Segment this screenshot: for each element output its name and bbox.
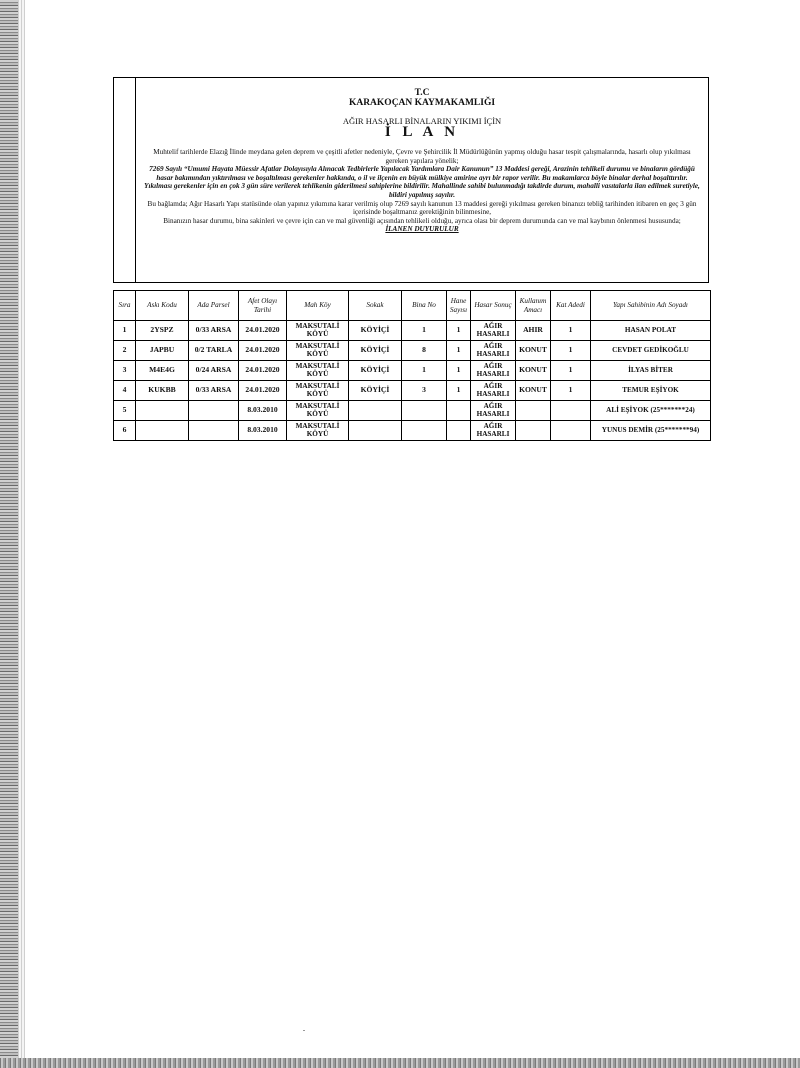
cell-ada-parsel	[189, 421, 239, 441]
cell-mah-koy: MAKSUTALİ KÖYÜ	[287, 401, 349, 421]
cell-kat-adedi: 1	[551, 321, 591, 341]
header-ada-parsel: Ada Parsel	[189, 291, 239, 321]
notice-body	[144, 148, 700, 234]
cell-yapi-sahibi: YUNUS DEMİR (25*******94)	[591, 421, 711, 441]
cell-kat-adedi: 1	[551, 381, 591, 401]
closing-line: İLANEN DUYURULUR	[385, 225, 459, 234]
cell-ada-parsel: 0/33 ARSA	[189, 321, 239, 341]
header-aski-kodu: Askı Kodu	[136, 291, 189, 321]
header-kat-adedi: Kat Adedi	[551, 291, 591, 321]
cell-hasar-sonuc: AĞIR HASARLI	[471, 361, 516, 381]
table-row	[114, 361, 711, 381]
cell-aski-kodu: M4E4G	[136, 361, 189, 381]
cell-bina-no	[402, 401, 447, 421]
cell-kullanim-amaci: KONUT	[516, 341, 551, 361]
cell-kullanim-amaci: KONUT	[516, 361, 551, 381]
cell-hasar-sonuc: AĞIR HASARLI	[471, 421, 516, 441]
cell-yapi-sahibi: HASAN POLAT	[591, 321, 711, 341]
cell-afet-tarihi: 8.03.2010	[239, 401, 287, 421]
table-row	[114, 381, 711, 401]
table-row	[114, 341, 711, 361]
cell-ada-parsel	[189, 401, 239, 421]
cell-aski-kodu	[136, 421, 189, 441]
notice-title: İ L A N	[384, 124, 460, 140]
cell-aski-kodu: 2YSPZ	[136, 321, 189, 341]
cell-yapi-sahibi: İLYAS BİTER	[591, 361, 711, 381]
paragraph-3: Bu bağlamda; Ağır Hasarlı Yapı statüsünde olan yapınız yıkımına karar verilmiş olup 7269 sayılı kanunun 13 maddesi gereği yıkılması gereken binanızı tebliğ tarihinden itibaren en geç 3 gün içerisinde boşaltmanız gerektiğinin bilinmesine,	[147, 199, 697, 217]
cell-hane-sayisi: 1	[447, 341, 471, 361]
cell-afet-tarihi: 24.01.2020	[239, 341, 287, 361]
scan-edge-bottom	[0, 1058, 800, 1068]
notice-inner	[135, 78, 708, 282]
cell-hasar-sonuc: AĞIR HASARLI	[471, 321, 516, 341]
cell-yapi-sahibi: CEVDET GEDİKOĞLU	[591, 341, 711, 361]
cell-sira: 5	[114, 401, 136, 421]
cell-ada-parsel: 0/2 TARLA	[189, 341, 239, 361]
cell-aski-kodu: KUKBB	[136, 381, 189, 401]
cell-afet-tarihi: 8.03.2010	[239, 421, 287, 441]
cell-hane-sayisi: 1	[447, 321, 471, 341]
cell-hasar-sonuc: AĞIR HASARLI	[471, 401, 516, 421]
header-kullanim-amaci: Kullanım Amacı	[516, 291, 551, 321]
cell-mah-koy: MAKSUTALİ KÖYÜ	[287, 341, 349, 361]
header-bina-no: Bina No	[402, 291, 447, 321]
cell-hasar-sonuc: AĞIR HASARLI	[471, 381, 516, 401]
paragraph-2: 7269 Sayılı “Umumi Hayata Müessir Afatlar Dolayısıyla Alınacak Tedbirlerle Yapılacak Yardımlara Dair Kanunun” 13 Maddesi gereği, Arazinin tehlikeli durumu ve binaların gördüğü hasar bakımından yıktırılması ve boşaltılması gerekenler hakkında, o il ve ilçenin en büyük mülkiye amirine ayrı bir rapor verilir. Bu makamlarca böyle binalar derhal boşalttırılır. Yıkılması gerekenler için en çok 3 gün süre verilerek tehlikenin giderilmesi sahiplerine bildirilir. Mahallinde sahibi bulunmadığı takdirde durum, mahalli vasıtalarla ilan edilmek suretiyle, bildiri yapılmış sayılır.	[144, 165, 700, 199]
cell-sira: 4	[114, 381, 136, 401]
cell-kat-adedi	[551, 401, 591, 421]
cell-mah-koy: MAKSUTALİ KÖYÜ	[287, 421, 349, 441]
cell-sira: 1	[114, 321, 136, 341]
cell-mah-koy: MAKSUTALİ KÖYÜ	[287, 361, 349, 381]
notice-box	[113, 77, 709, 283]
header-hane-sayisi: Hane Sayısı	[447, 291, 471, 321]
cell-bina-no: 1	[402, 321, 447, 341]
cell-yapi-sahibi: TEMUR EŞİYOK	[591, 381, 711, 401]
cell-hane-sayisi	[447, 421, 471, 441]
records-table	[113, 290, 711, 441]
table-row	[114, 421, 711, 441]
scan-edge-left-inner	[18, 0, 25, 1068]
cell-sokak: KÖYİÇİ	[349, 341, 402, 361]
cell-sokak: KÖYİÇİ	[349, 381, 402, 401]
cell-afet-tarihi: 24.01.2020	[239, 381, 287, 401]
cell-mah-koy: MAKSUTALİ KÖYÜ	[287, 381, 349, 401]
cell-kullanim-amaci	[516, 401, 551, 421]
cell-aski-kodu	[136, 401, 189, 421]
cell-kullanim-amaci: AHIR	[516, 321, 551, 341]
cell-hane-sayisi	[447, 401, 471, 421]
cell-mah-koy: MAKSUTALİ KÖYÜ	[287, 321, 349, 341]
cell-kullanim-amaci: KONUT	[516, 381, 551, 401]
header-afet-tarihi: Afet Olayı Tarihi	[239, 291, 287, 321]
header-yapi-sahibi: Yapı Sahibinin Adı Soyadı	[591, 291, 711, 321]
cell-sokak: KÖYİÇİ	[349, 321, 402, 341]
cell-hasar-sonuc: AĞIR HASARLI	[471, 341, 516, 361]
header-subtitle: AĞIR HASARLI BİNALARIN YIKIMI İÇİN	[342, 116, 502, 126]
cell-kat-adedi	[551, 421, 591, 441]
table-row	[114, 321, 711, 341]
paragraph-1: Muhtelif tarihlerde Elazığ İlinde meydana gelen deprem ve çeşitli afetler nedeniyle, Çevre ve Şehircilik İl Müdürlüğünün yapmış olduğu hasar tespit çalışmalarında, hasarlı olup yıkılması gereken yapılara yönelik;	[153, 148, 691, 165]
cell-yapi-sahibi: ALİ EŞİYOK (25*******24)	[591, 401, 711, 421]
cell-kullanim-amaci	[516, 421, 551, 441]
cell-kat-adedi: 1	[551, 341, 591, 361]
cell-afet-tarihi: 24.01.2020	[239, 361, 287, 381]
header-mah-koy: Mah Köy	[287, 291, 349, 321]
header-hasar-sonuc: Hasar Sonuç	[471, 291, 516, 321]
cell-sira: 2	[114, 341, 136, 361]
cell-sira: 3	[114, 361, 136, 381]
paragraph-4: Binanızın hasar durumu, bina sakinleri ve çevre için can ve mal güvenliği açısından tehlikeli olduğu, ayrıca olası bir deprem durumunda can ve mal kaybının önlenmesi hususunda;	[163, 216, 681, 225]
cell-bina-no: 8	[402, 341, 447, 361]
cell-hane-sayisi: 1	[447, 381, 471, 401]
table-row	[114, 401, 711, 421]
cell-ada-parsel: 0/33 ARSA	[189, 381, 239, 401]
scan-speck	[303, 1030, 305, 1031]
header-tc: T.C	[414, 88, 430, 98]
cell-sira: 6	[114, 421, 136, 441]
header-office: KARAKOÇAN KAYMAKAMLIĞI	[348, 98, 496, 108]
header-sokak: Sokak	[349, 291, 402, 321]
cell-bina-no: 1	[402, 361, 447, 381]
table-header-row	[114, 291, 711, 321]
cell-bina-no: 3	[402, 381, 447, 401]
cell-aski-kodu: JAPBU	[136, 341, 189, 361]
cell-hane-sayisi: 1	[447, 361, 471, 381]
header-sira: Sıra	[114, 291, 136, 321]
cell-sokak	[349, 401, 402, 421]
scan-edge-left	[0, 0, 18, 1068]
cell-afet-tarihi: 24.01.2020	[239, 321, 287, 341]
cell-bina-no	[402, 421, 447, 441]
cell-kat-adedi: 1	[551, 361, 591, 381]
cell-sokak: KÖYİÇİ	[349, 361, 402, 381]
cell-sokak	[349, 421, 402, 441]
cell-ada-parsel: 0/24 ARSA	[189, 361, 239, 381]
